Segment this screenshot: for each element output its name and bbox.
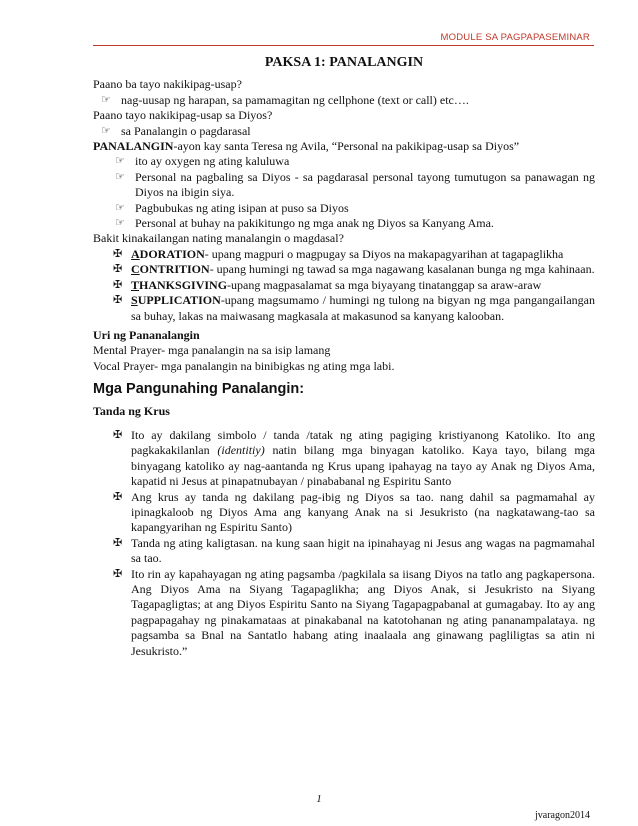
pointing-hand-icon: ☞ (101, 93, 111, 106)
answer-2: ☞ sa Panalangin o pagdarasal (101, 123, 251, 138)
cross-icon: ✠ (113, 263, 123, 276)
pointing-hand-icon: ☞ (115, 170, 125, 183)
module-header: MODULE SA PAGPAPASEMINAR (440, 32, 590, 43)
pointing-hand-icon: ☞ (115, 217, 125, 230)
answer-1: ☞ nag-uusap ng harapan, sa pamamagitan ng cellphone (text or call) etc…. (101, 92, 469, 107)
cross-icon: ✠ (113, 428, 123, 441)
list-item: ☞ Pagbubukas ng ating isipan at puso sa Diyos (115, 200, 349, 215)
list-item: ✠ THANKSGIVING-upang magpasalamat sa mga biyayang tinatanggap sa araw-araw (113, 277, 542, 292)
cross-icon: ✠ (113, 567, 123, 580)
definition-text: -ayon kay santa Teresa ng Avila, “Personal na pakikipag-usap sa Diyos” (173, 139, 520, 154)
acts-list (93, 247, 595, 324)
list-item: ✠ CONTRITION- upang humingi ng tawad sa mga nagawang kasalanan bunga ng mga kahinaan. (113, 262, 595, 277)
cross-icon: ✠ (113, 490, 123, 503)
cross-icon: ✠ (113, 278, 123, 291)
list-item: ✠ Tanda ng ating kaligtasan. na kung saan higit na ipinahayag ni Jesus ang wagas na pagmamahal sa tao. (113, 535, 595, 566)
list-item: ✠ Ang krus ay tanda ng dakilang pag-ibig ng Diyos sa tao. nang dahil sa pagmamahal ay ipinagkaloob ng Diyos Ama ang kanyang Anak na si Jesukristo (na nagkatawang-tao sa kapangyarihan ng Espiritu Santo) (113, 489, 595, 535)
list-item: ☞ Personal na pagbaling sa Diyos - sa pagdarasal personal tayong tumutugon sa panawagan ng Diyos na ibigin siya. (115, 169, 595, 200)
list-item: ✠ Ito rin ay kapahayagan ng ating pagsamba /pagkilala sa iisang Diyos na tatlo ang pagkapersona. Ang Diyos Ama na Siyang Tagapaglikha; ang Diyos Anak, si Jesukristo na Siyang Tagapagligtas; at ang Diyos Espiritu Santo na Siyang Tagapagpabanal at gumagabay. Ito ay ang pagpapagahay ng pinakamataas at pinakabanal na katotohanan ng ating pananampalataya. ng pagsamba sa Bnal na Santatlo habang ating inaalaala ang ginawang pagliligtas sa atin ni Jesukristo.” (113, 566, 595, 658)
author-footer: jvaragon2014 (535, 810, 590, 821)
question-1: Paano ba tayo nakikipag-usap? (93, 77, 242, 92)
pointing-hand-icon: ☞ (115, 155, 125, 168)
sign-of-cross-heading: Tanda ng Krus (93, 403, 170, 418)
definition-term: PANALANGIN (93, 139, 174, 154)
cross-icon: ✠ (113, 294, 123, 307)
pointing-hand-icon: ☞ (115, 201, 125, 214)
page-number: 1 (316, 793, 322, 805)
list-item: ✠ ADORATION- upang magpuri o magpugay sa Diyos na makapagyarihan at tagapaglikha (113, 246, 564, 261)
definition (93, 139, 595, 154)
cross-icon: ✠ (113, 247, 123, 260)
why-question: Bakit kinakailangan nating manalangin o magdasal? (93, 231, 344, 246)
cross-icon: ✠ (113, 536, 123, 549)
vocal-prayer: Vocal Prayer- mga panalangin na binibigkas ng ating mga labi. (93, 358, 395, 373)
main-prayers-heading: Mga Pangunahing Panalangin: (93, 381, 305, 398)
definition-points (93, 154, 595, 231)
pointing-hand-icon: ☞ (101, 124, 111, 137)
list-item: ☞ ito ay oxygen ng ating kaluluwa (115, 154, 290, 169)
document-body (93, 55, 595, 659)
header-rule (93, 45, 594, 46)
page-title: PAKSA 1: PANALANGIN (264, 55, 424, 70)
sign-of-cross-list (93, 428, 595, 659)
list-item: ✠ SUPPLICATION-upang magsumamo / humingi ng tulong na bigyan ng mga pangangailangan sa buhay, lakas na maiwasang magkasala at makasunod sa kanyang kalooban. (113, 293, 595, 323)
list-item: ✠ Ito ay dakilang simbolo / tanda /tatak ng ating pagiging kristiyanong Katoliko. Ito ang pagkakakilanlan (identitiy) natin bilang mga binyagan katoliko. Kaya tayo, bilang mga binyagang katoliko ay nag-aantanda ng Krus upang ipahayag na tayo ay Anak ng Diyos Ama, kapatid ni Jesus at pinapatnubayan / pinababanal ng Espiritu Santo (113, 427, 595, 489)
mental-prayer: Mental Prayer- mga panalangin na sa isip lamang (93, 343, 331, 358)
list-item: ☞ Personal at buhay na pakikitungo ng mga anak ng Diyos sa Kanyang Ama. (115, 216, 494, 231)
question-2: Paano tayo nakikipag-usap sa Diyos? (93, 108, 273, 123)
types-heading: Uri ng Pananalangin (93, 327, 200, 342)
